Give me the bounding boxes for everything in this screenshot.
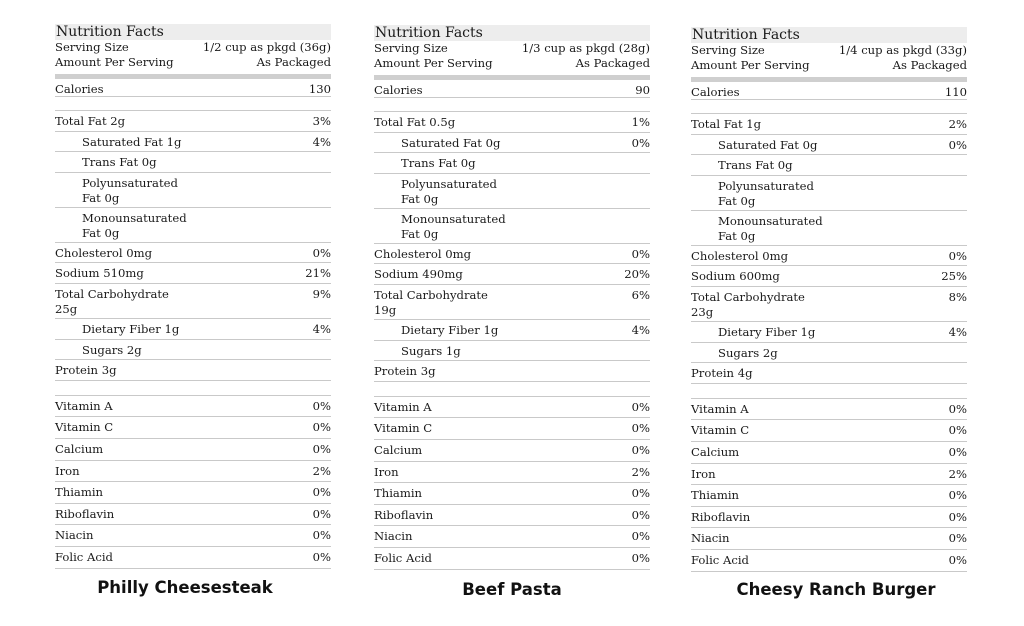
daily-value-percent: 0% (631, 399, 650, 414)
calories-label: Calories (691, 85, 740, 99)
vitamin-row (374, 440, 650, 462)
vitamin-name: Iron (691, 466, 716, 481)
nutrient-row (374, 285, 650, 320)
vitamins-list (691, 399, 967, 572)
nutrient-name: Polyunsaturated Fat 0g (401, 176, 497, 206)
nutrient-name: Trans Fat 0g (718, 158, 793, 173)
label-title: Nutrition Facts (55, 24, 331, 40)
nutrient-name: Saturated Fat 1g (82, 134, 182, 149)
nutrient-name: Sodium 490mg (374, 267, 463, 282)
nutrient-row (55, 340, 331, 361)
calories-value: 110 (944, 85, 967, 99)
nutrient-row (374, 320, 650, 341)
vitamin-name: Thiamin (374, 486, 422, 501)
vitamin-row (691, 442, 967, 464)
nutrient-row (55, 263, 331, 284)
nutrient-name: Sugars 2g (718, 345, 778, 360)
daily-value-percent: 0% (948, 444, 967, 459)
nutrient-row (55, 243, 331, 264)
daily-value-percent: 0% (631, 550, 650, 565)
daily-value-percent: 0% (312, 549, 331, 564)
amount-value: As Packaged (575, 56, 650, 70)
nutrition-label-3 (691, 27, 967, 572)
vitamin-name: Vitamin A (55, 398, 113, 413)
vitamins-list (374, 397, 650, 570)
nutrient-name: Trans Fat 0g (401, 156, 476, 171)
vitamin-row (691, 464, 967, 486)
vitamin-name: Riboflavin (55, 506, 115, 521)
nutrient-name: Cholesterol 0mg (691, 248, 789, 263)
daily-value-percent: 4% (312, 321, 331, 336)
vitamin-row (374, 548, 650, 570)
nutrient-row (55, 111, 331, 132)
nutrient-name: Monounsaturated Fat 0g (718, 213, 823, 243)
daily-value-percent: 4% (631, 322, 650, 337)
vitamin-name: Folic Acid (691, 552, 749, 567)
daily-value-percent: 0% (948, 248, 967, 263)
nutrient-row (55, 152, 331, 173)
nutrient-row (691, 211, 967, 246)
nutrient-row (374, 244, 650, 265)
nutrient-name: Monounsaturated Fat 0g (82, 210, 187, 240)
vitamin-name: Thiamin (55, 485, 103, 500)
vitamin-row (374, 418, 650, 440)
calories-label: Calories (55, 82, 104, 96)
amount-label: Amount Per Serving (374, 56, 493, 70)
vitamin-row (691, 528, 967, 550)
vitamin-row (55, 417, 331, 439)
vitamins-list (55, 396, 331, 569)
vitamin-row (691, 485, 967, 507)
daily-value-percent: 0% (948, 552, 967, 567)
nutrition-label-1 (55, 24, 331, 569)
vitamin-row (691, 399, 967, 421)
nutrient-row (55, 173, 331, 208)
calories-row (374, 80, 650, 98)
vitamin-row (374, 462, 650, 484)
vitamin-row (374, 505, 650, 527)
nutrient-name: Sodium 510mg (55, 266, 144, 281)
spacer (374, 382, 650, 396)
spacer (374, 98, 650, 111)
daily-value-percent: 0% (948, 401, 967, 416)
vitamin-row (55, 461, 331, 483)
serving-size-value: 1/3 cup as pkgd (28g) (521, 41, 650, 55)
nutrient-row (55, 132, 331, 153)
daily-value-percent: 0% (631, 246, 650, 261)
nutrient-row (55, 284, 331, 319)
daily-value-percent: 6% (631, 287, 650, 302)
daily-value-percent: 0% (312, 528, 331, 543)
vitamin-row (374, 397, 650, 419)
vitamin-row (691, 550, 967, 572)
daily-value-percent: 0% (312, 398, 331, 413)
nutrient-row (691, 266, 967, 287)
nutrient-row (691, 246, 967, 267)
vitamin-name: Iron (374, 464, 399, 479)
nutrient-name: Protein 4g (691, 366, 753, 381)
nutrient-name: Polyunsaturated Fat 0g (82, 175, 178, 205)
vitamin-row (374, 483, 650, 505)
vitamin-name: Vitamin C (374, 421, 433, 436)
nutrient-row (691, 343, 967, 364)
nutrient-name: Total Carbohydrate 23g (691, 289, 805, 319)
serving-size-label: Serving Size (691, 43, 765, 57)
nutrient-row (374, 209, 650, 244)
amount-per-serving-row (374, 56, 650, 71)
nutrient-name: Protein 3g (374, 364, 436, 379)
nutrient-name: Sugars 1g (401, 343, 461, 358)
vitamin-name: Folic Acid (55, 549, 113, 564)
nutrient-name: Dietary Fiber 1g (718, 324, 816, 339)
calories-label: Calories (374, 83, 423, 97)
vitamin-name: Riboflavin (691, 509, 751, 524)
daily-value-percent: 0% (948, 509, 967, 524)
nutrient-name: Saturated Fat 0g (401, 135, 501, 150)
daily-value-percent: 0% (312, 506, 331, 521)
nutrient-row (55, 319, 331, 340)
vitamin-name: Calcium (691, 444, 740, 459)
daily-value-percent: 21% (305, 266, 331, 281)
vitamin-name: Calcium (374, 442, 423, 457)
calories-value: 90 (635, 83, 650, 97)
calories-value: 130 (308, 82, 331, 96)
nutrient-row (691, 322, 967, 343)
nutrient-row (691, 155, 967, 176)
label-title: Nutrition Facts (691, 27, 967, 43)
nutrient-name: Protein 3g (55, 363, 117, 378)
nutrient-name: Dietary Fiber 1g (401, 322, 499, 337)
nutrient-row (374, 112, 650, 133)
daily-value-percent: 0% (631, 442, 650, 457)
serving-size-label: Serving Size (55, 40, 129, 54)
spacer (691, 100, 967, 113)
daily-value-percent: 0% (631, 486, 650, 501)
nutrition-label-2 (374, 25, 650, 570)
serving-size-row (55, 40, 331, 55)
nutrient-row (55, 208, 331, 243)
vitamin-row (55, 504, 331, 526)
vitamin-name: Riboflavin (374, 507, 434, 522)
daily-value-percent: 1% (631, 115, 650, 129)
daily-value-percent: 0% (948, 531, 967, 546)
nutrient-name: Cholesterol 0mg (55, 245, 153, 260)
vitamin-row (374, 526, 650, 548)
daily-value-percent: 2% (948, 466, 967, 481)
serving-size-row (691, 43, 967, 58)
product-name: Cheesy Ranch Burger (736, 580, 936, 599)
daily-value-percent: 0% (312, 245, 331, 260)
label-title: Nutrition Facts (374, 25, 650, 41)
vitamin-row (55, 547, 331, 569)
daily-value-percent: 0% (631, 507, 650, 522)
daily-value-percent: 3% (312, 114, 331, 128)
vitamin-name: Iron (55, 463, 80, 478)
nutrient-row (374, 153, 650, 174)
nutrient-row (691, 363, 967, 384)
daily-value-percent: 8% (948, 289, 967, 304)
daily-value-percent: 0% (312, 485, 331, 500)
daily-value-percent: 0% (631, 529, 650, 544)
daily-value-percent: 2% (631, 464, 650, 479)
nutrient-name: Total Fat 0.5g (374, 115, 456, 129)
vitamin-name: Vitamin C (691, 423, 750, 438)
nutrient-row (374, 264, 650, 285)
nutrient-row (691, 176, 967, 211)
spacer (55, 97, 331, 110)
nutrient-row (374, 133, 650, 154)
daily-value-percent: 2% (312, 463, 331, 478)
nutrients-list (55, 111, 331, 381)
spacer (55, 381, 331, 395)
daily-value-percent: 0% (948, 488, 967, 503)
nutrient-name: Total Carbohydrate 25g (55, 286, 169, 316)
amount-label: Amount Per Serving (691, 58, 810, 72)
vitamin-name: Niacin (55, 528, 94, 543)
daily-value-percent: 0% (312, 441, 331, 456)
daily-value-percent: 9% (312, 286, 331, 301)
daily-value-percent: 20% (624, 267, 650, 282)
vitamin-name: Thiamin (691, 488, 739, 503)
serving-size-value: 1/2 cup as pkgd (36g) (202, 40, 331, 54)
serving-size-label: Serving Size (374, 41, 448, 55)
nutrient-name: Cholesterol 0mg (374, 246, 472, 261)
calories-row (55, 79, 331, 97)
daily-value-percent: 0% (312, 420, 331, 435)
vitamin-name: Niacin (691, 531, 730, 546)
nutrient-row (374, 341, 650, 362)
amount-label: Amount Per Serving (55, 55, 174, 69)
vitamin-name: Calcium (55, 441, 104, 456)
nutrient-name: Monounsaturated Fat 0g (401, 211, 506, 241)
serving-size-value: 1/4 cup as pkgd (33g) (838, 43, 967, 57)
nutrient-name: Trans Fat 0g (82, 155, 157, 170)
nutrient-row (374, 174, 650, 209)
nutrient-row (691, 114, 967, 135)
vitamin-name: Vitamin A (374, 399, 432, 414)
daily-value-percent: 25% (941, 269, 967, 284)
daily-value-percent: 4% (948, 324, 967, 339)
nutrients-list (691, 114, 967, 384)
nutrient-name: Total Fat 1g (691, 117, 762, 131)
nutrient-name: Sodium 600mg (691, 269, 780, 284)
vitamin-name: Vitamin A (691, 401, 749, 416)
vitamin-name: Vitamin C (55, 420, 114, 435)
nutrient-row (55, 360, 331, 381)
nutrient-row (691, 135, 967, 156)
nutrient-name: Sugars 2g (82, 342, 142, 357)
nutrient-name: Saturated Fat 0g (718, 137, 818, 152)
daily-value-percent: 0% (948, 137, 967, 152)
vitamin-row (55, 482, 331, 504)
vitamin-name: Niacin (374, 529, 413, 544)
calories-row (691, 82, 967, 100)
vitamin-row (691, 507, 967, 529)
daily-value-percent: 0% (631, 135, 650, 150)
vitamin-row (55, 439, 331, 461)
vitamin-row (691, 420, 967, 442)
serving-size-row (374, 41, 650, 56)
product-name: Philly Cheesesteak (97, 578, 273, 597)
nutrient-row (691, 287, 967, 322)
amount-per-serving-row (55, 55, 331, 70)
nutrient-name: Total Carbohydrate 19g (374, 287, 488, 317)
product-name: Beef Pasta (462, 580, 562, 599)
amount-value: As Packaged (256, 55, 331, 69)
nutrient-row (374, 361, 650, 382)
daily-value-percent: 2% (948, 117, 967, 131)
nutrient-name: Total Fat 2g (55, 114, 126, 128)
nutrients-list (374, 112, 650, 382)
daily-value-percent: 4% (312, 134, 331, 149)
amount-value: As Packaged (892, 58, 967, 72)
nutrient-name: Dietary Fiber 1g (82, 321, 180, 336)
vitamin-row (55, 525, 331, 547)
daily-value-percent: 0% (948, 423, 967, 438)
nutrient-name: Polyunsaturated Fat 0g (718, 178, 814, 208)
vitamin-row (55, 396, 331, 418)
amount-per-serving-row (691, 58, 967, 73)
spacer (691, 384, 967, 398)
daily-value-percent: 0% (631, 421, 650, 436)
vitamin-name: Folic Acid (374, 550, 432, 565)
